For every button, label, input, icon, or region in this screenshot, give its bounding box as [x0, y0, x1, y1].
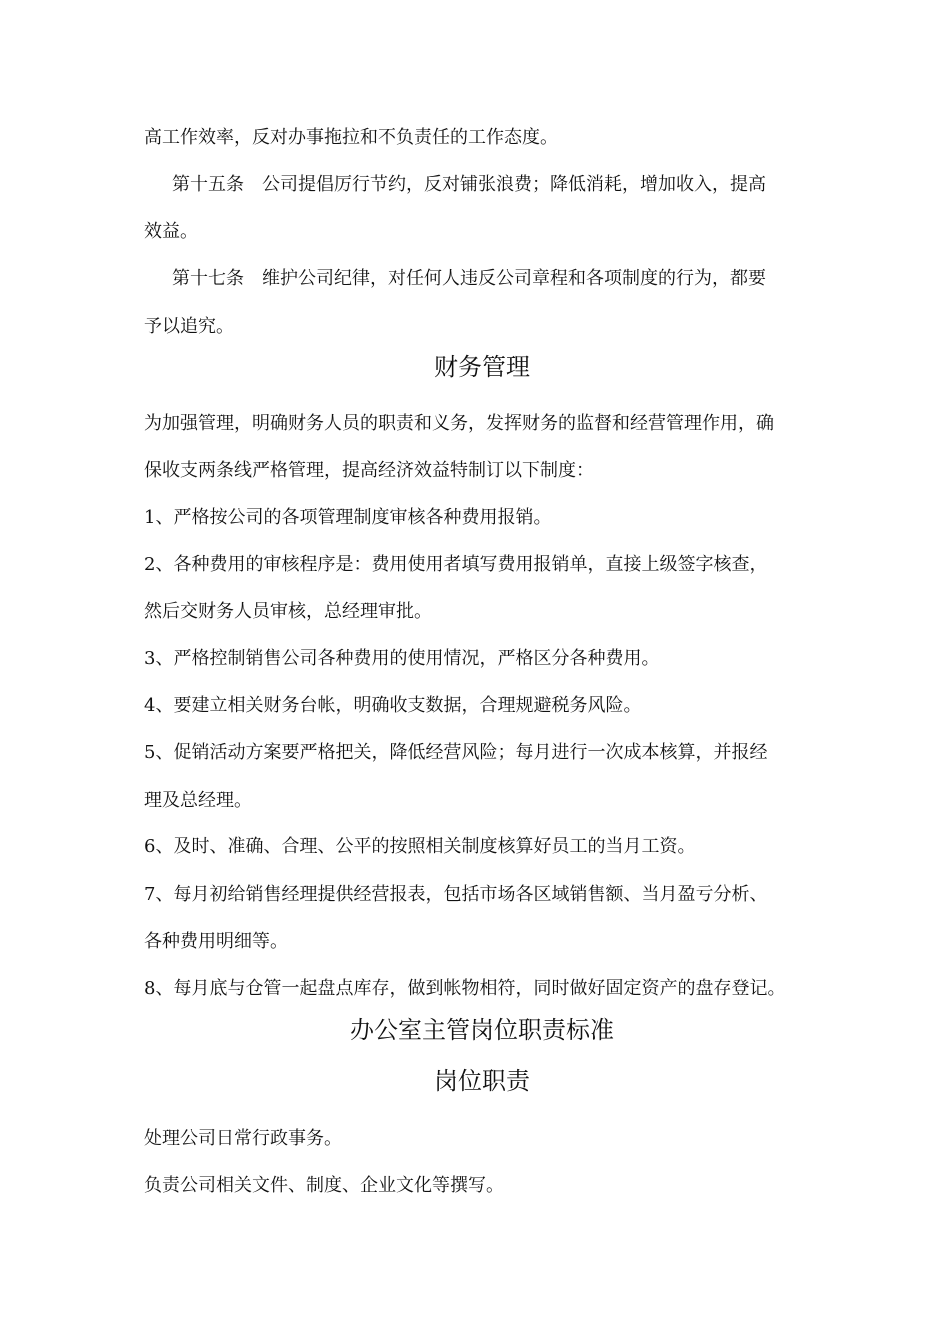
finance-item-6: 6、及时、准确、合理、公平的按照相关制度核算好员工的当月工资。 [144, 836, 696, 857]
finance-item-8: 8、每月底与仓管一起盘点库存，做到帐物相符，同时做好固定资产的盘存登记。 [144, 978, 786, 999]
finance-item-7-cont: 各种费用明细等。 [144, 931, 288, 952]
section-subtitle-duties: 岗位职责 [434, 1067, 530, 1095]
paragraph-line: 高工作效率，反对办事拖拉和不负责任的工作态度。 [144, 127, 558, 148]
finance-item-2: 2、各种费用的审核程序是：费用使用者填写费用报销单，直接上级签字核查， [144, 554, 768, 575]
finance-intro-line: 保收支两条线严格管理，提高经济效益特制订以下制度： [144, 460, 594, 481]
article-17-line: 第十七条 维护公司纪律，对任何人违反公司章程和各项制度的行为，都要 [172, 268, 766, 289]
office-duty-line: 负责公司相关文件、制度、企业文化等撰写。 [144, 1175, 504, 1196]
office-duty-line: 处理公司日常行政事务。 [144, 1128, 342, 1149]
finance-intro-line: 为加强管理，明确财务人员的职责和义务，发挥财务的监督和经营管理作用，确 [144, 413, 774, 434]
section-title-office: 办公室主管岗位职责标准 [350, 1016, 614, 1044]
finance-item-1: 1、严格按公司的各项管理制度审核各种费用报销。 [144, 507, 552, 528]
finance-item-4: 4、要建立相关财务台帐，明确收支数据，合理规避税务风险。 [144, 695, 642, 716]
finance-item-7: 7、每月初给销售经理提供经营报表，包括市场各区域销售额、当月盈亏分析、 [144, 884, 768, 905]
finance-item-5: 5、促销活动方案要严格把关，降低经营风险；每月进行一次成本核算，并报经 [144, 742, 768, 763]
paragraph-line: 予以追究。 [144, 316, 234, 337]
section-title-finance: 财务管理 [434, 353, 530, 381]
finance-item-5-cont: 理及总经理。 [144, 790, 252, 811]
paragraph-line: 效益。 [144, 221, 198, 242]
finance-item-3: 3、严格控制销售公司各种费用的使用情况，严格区分各种费用。 [144, 648, 660, 669]
article-15-line: 第十五条 公司提倡厉行节约，反对铺张浪费；降低消耗，增加收入，提高 [172, 174, 766, 195]
finance-item-2-cont: 然后交财务人员审核，总经理审批。 [144, 601, 432, 622]
